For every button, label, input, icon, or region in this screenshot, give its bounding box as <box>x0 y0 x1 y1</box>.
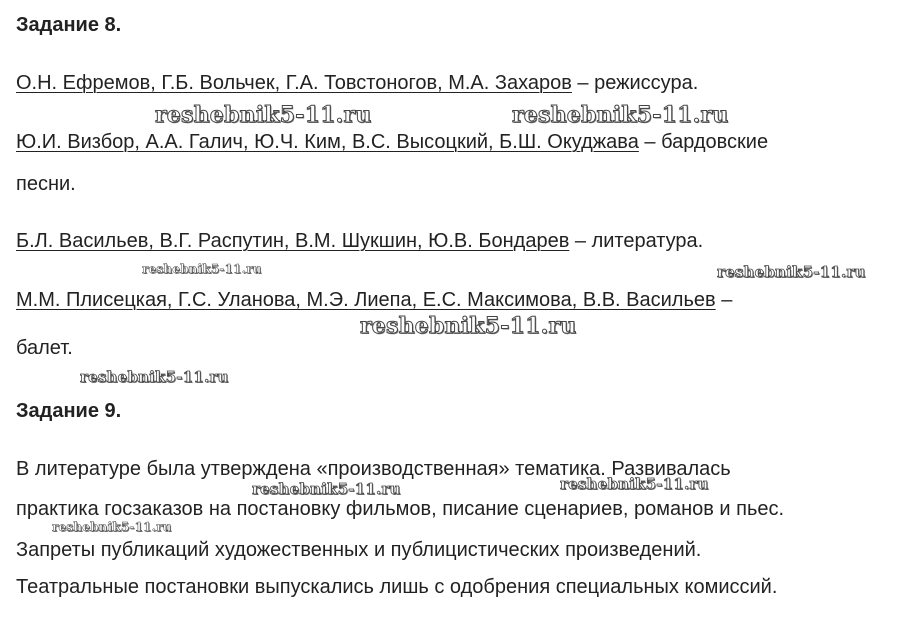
task9-line-4: Театральные постановки выпускались лишь с одобрения специальных комиссий. <box>16 576 778 598</box>
task8-item-directors <box>16 71 698 95</box>
bards-category-continuation: песни. <box>16 173 76 195</box>
task9-line-3: Запреты публикаций художественных и публицистических произведений. <box>16 539 702 561</box>
task8-heading: Задание 8. <box>16 14 122 36</box>
task8-item-literature <box>16 229 703 253</box>
watermark-logo: reshebnik5-11.ru <box>512 102 729 128</box>
watermark-logo: reshebnik5-11.ru <box>142 262 262 276</box>
ballet-names: М.М. Плисецкая, Г.С. Уланова, М.Э. Лиепа, Е.С. Максимова, В.В. Васильев <box>16 289 716 311</box>
directors-names: О.Н. Ефремов, Г.Б. Вольчек, Г.А. Товстоногов, М.А. Захаров <box>16 72 572 94</box>
watermark-logo: reshebnik5-11.ru <box>360 313 577 339</box>
watermark-logo: reshebnik5-11.ru <box>560 475 709 493</box>
task8-item-ballet <box>16 288 732 312</box>
watermark-logo: reshebnik5-11.ru <box>155 102 372 128</box>
task9-heading: Задание 9. <box>16 400 122 422</box>
task8-item-bards <box>16 130 768 154</box>
task9-line-2: практика госзаказов на постановку фильмов, писание сценариев, романов и пьес. <box>16 498 785 520</box>
watermark-logo: reshebnik5-11.ru <box>252 480 401 498</box>
bards-names: Ю.И. Визбор, А.А. Галич, Ю.Ч. Ким, В.С. Высоцкий, Б.Ш. Окуджава <box>16 131 639 153</box>
literature-category: – литература. <box>569 230 704 252</box>
ballet-category-continuation: балет. <box>16 337 73 359</box>
watermark-logo: reshebnik5-11.ru <box>717 263 866 281</box>
task9-line-1: В литературе была утверждена «производственная» тематика. Развивалась <box>16 458 731 480</box>
bards-category: – бардовские <box>638 131 769 153</box>
watermark-logo: reshebnik5-11.ru <box>52 520 172 534</box>
directors-category: – режиссура. <box>571 72 699 94</box>
watermark-logo: reshebnik5-11.ru <box>80 368 229 386</box>
literature-names: Б.Л. Васильев, В.Г. Распутин, В.М. Шукшин, Ю.В. Бондарев <box>16 230 570 252</box>
ballet-category: – <box>715 289 733 311</box>
